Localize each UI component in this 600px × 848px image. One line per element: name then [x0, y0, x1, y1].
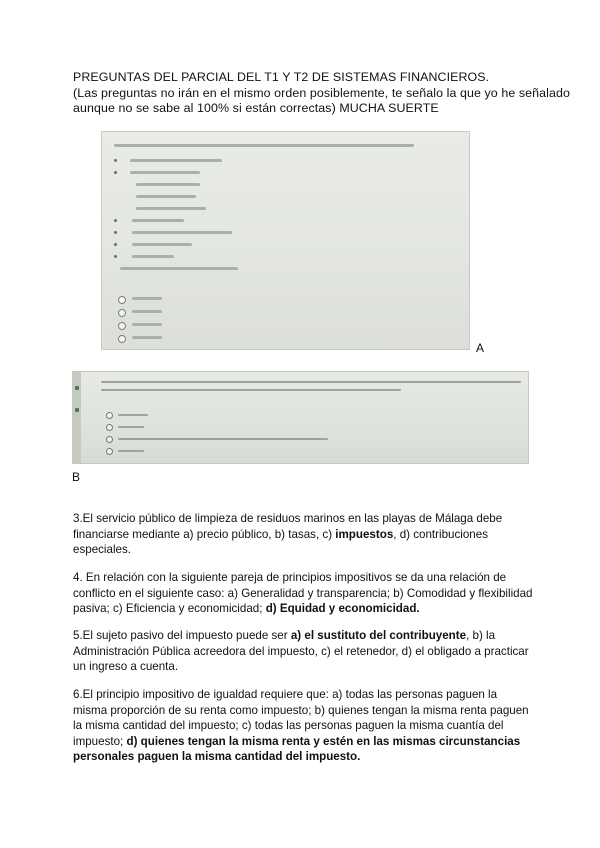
- question-3-text: 3.El servicio público de limpieza de residuos marinos en las playas de Málaga debe financiarse mediante a) precio público, b) tasas, c): [73, 512, 503, 541]
- question-3-text-end: , d) contribuciones especiales.: [73, 527, 488, 556]
- header-title: PREGUNTAS DEL PARCIAL DEL T1 Y T2 DE SISTEMAS FINANCIEROS.: [73, 70, 490, 84]
- question-3: [73, 511, 533, 558]
- question-6: [73, 687, 533, 765]
- question-5-text-end: , b) la Administración Pública acreedora del impuesto, c) el retenedor, d) el obligado a practicar un ingreso a cuenta.: [73, 629, 529, 673]
- question-5: [73, 628, 533, 675]
- question-6-answer: d) quienes tengan la misma renta y estén en las mismas circunstancias personales paguen la misma cantidad del impuesto.: [73, 734, 521, 763]
- quiz-screenshot-b: [72, 371, 529, 464]
- question-3-answer: impuestos: [335, 527, 394, 541]
- question-4-text: 4. En relación con la siguiente pareja de principios impositivos se da una relación de conflicto en el siguiente caso: a) Generalidad y transparencia; b) Comodidad y flexibilidad pasiva; c) Eficiencia y economicidad;: [73, 571, 533, 615]
- figure-label-a: A: [476, 341, 485, 355]
- question-6-text: 6.El principio impositivo de igualdad requiere que: a) todas las personas paguen la misma proporción de su renta como impuesto; b) quienes tengan la misma renta paguen la misma cantidad del impuesto; c) todas las personas paguen la misma cuantía del impuesto;: [73, 688, 529, 748]
- quiz-screenshot-a: [101, 131, 470, 350]
- figure-label-b: B: [72, 470, 81, 484]
- question-4-answer: d) Equidad y economicidad.: [265, 602, 420, 615]
- question-5-text: 5.El sujeto pasivo del impuesto puede ser: [73, 629, 291, 642]
- question-5-answer: a) el sustituto del contribuyente: [290, 629, 467, 642]
- header-note-line-2: aunque no se sabe al 100% si están correctas) MUCHA SUERTE: [73, 101, 439, 115]
- header-note-line-1: (Las preguntas no irán en el mismo orden posiblemente, te señalo la que yo he señalado: [73, 85, 570, 100]
- question-4: [73, 570, 533, 617]
- document-header: [73, 70, 570, 117]
